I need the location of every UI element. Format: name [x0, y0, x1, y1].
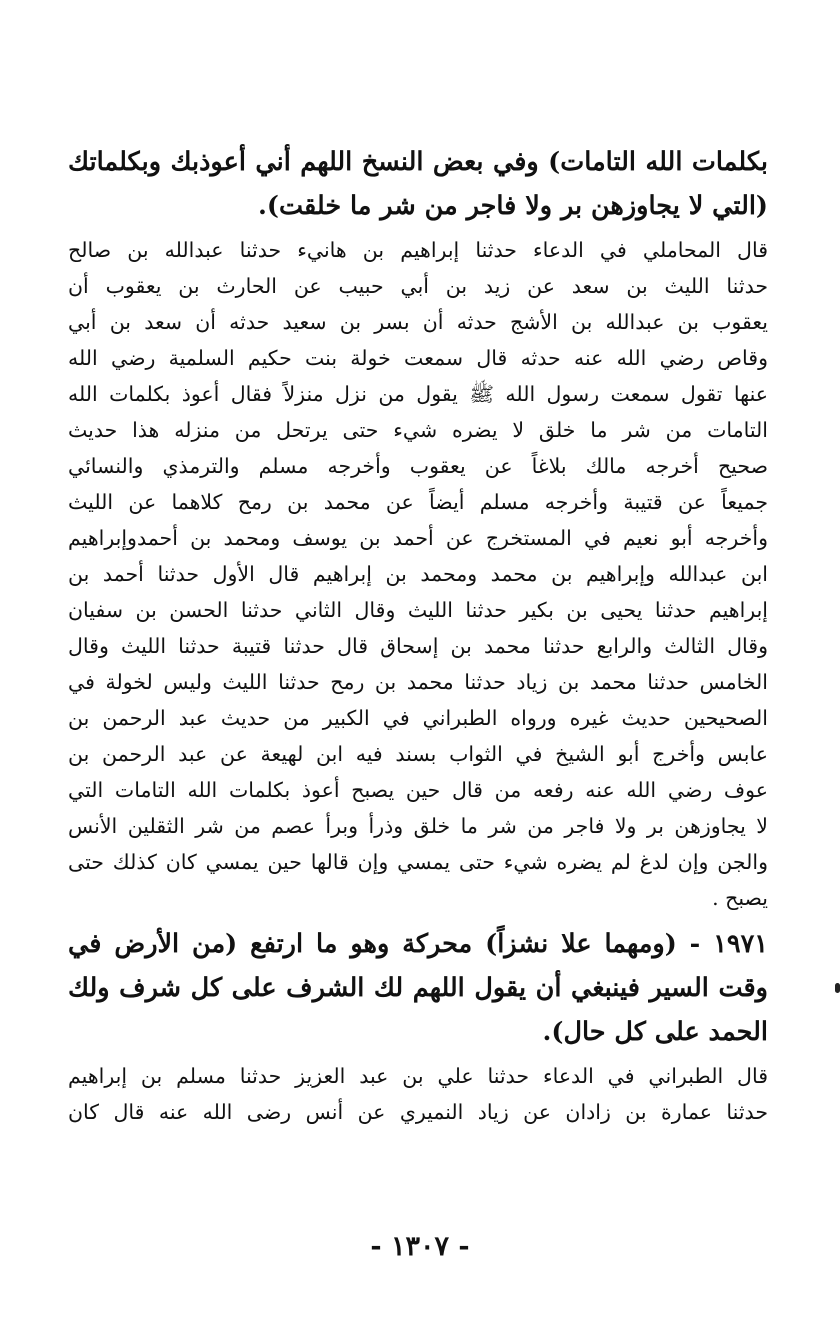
bold-text-line: ١٩٧١ - (ومهما علا نشزاً) محركة وهو ما ارتفع (من الأرض في [68, 929, 768, 959]
body-text-line: قال الطبراني في الدعاء حدثنا علي بن عبد العزيز حدثنا مسلم بن إبراهيم [68, 1064, 768, 1088]
body-text-line: حدثنا الليث بن سعد عن زيد بن أبي حبيب عن الحارث بن يعقوب أن [68, 274, 768, 298]
body-text-line: عوف رضي الله عنه رفعه من قال حين يصبح أعوذ بكلمات الله التامات التي [68, 778, 768, 802]
body-text-line: عنها تقول سمعت رسول الله ﷺ يقول من نزل منزلاً فقال أعوذ بكلمات الله [68, 382, 768, 406]
body-text-line: الصحيحين حديث غيره ورواه الطبراني في الكبير من حديث عبد الرحمن بن [68, 706, 768, 730]
bold-text-line: بكلمات الله التامات) وفي بعض النسخ اللهم أني أعوذبك وبكلماتك [68, 147, 768, 177]
body-text-line: جميعاً عن قتيبة وأخرجه مسلم أيضاً عن محمد بن رمح كلاهما عن الليث [68, 490, 768, 514]
body-text-line: وقال الثالث والرابع حدثنا محمد بن إسحاق قال حدثنا قتيبة حدثنا الليث وقال [68, 634, 768, 658]
body-text-line: يصبح . [712, 886, 768, 910]
body-text-line: الخامس حدثنا محمد بن زياد حدثنا محمد بن رمح حدثنا الليث وليس لخولة في [68, 670, 768, 694]
body-text-line: إبراهيم حدثنا يحيى بن بكير حدثنا الليث وقال الثاني حدثنا الحسن بن سفيان [68, 598, 768, 622]
body-text-line: يعقوب بن عبدالله بن الأشج حدثه أن بسر بن سعيد حدثه أن سعد بن أبي [68, 310, 768, 334]
body-text-line: التامات من شر ما خلق لا يضره شيء حتى يرتحل من منزله هذا حديث [68, 418, 768, 442]
body-text-line: والجن وإن لدغ لم يضره شيء حتى يمسي وإن قالها حين يمسي كان كذلك حتى [68, 850, 768, 874]
margin-mark [835, 983, 840, 993]
body-text-line: ابن عبدالله وإبراهيم بن محمد ومحمد بن إبراهيم قال الأول حدثنا أحمد بن [68, 562, 768, 586]
body-text-line: صحيح أخرجه مالك بلاغاً عن يعقوب وأخرجه مسلم والترمذي والنسائي [68, 454, 768, 478]
bold-text-line: الحمد على كل حال). [542, 1017, 768, 1047]
body-text-line: وأخرجه أبو نعيم في المستخرج عن أحمد بن يوسف ومحمد بن أحمدوإبراهيم [68, 526, 768, 550]
bold-text-line: (التي لا يجاوزهن بر ولا فاجر من شر ما خلقت). [258, 191, 768, 221]
body-text-line: عابس وأخرج أبو الشيخ في الثواب بسند فيه ابن لهيعة عن عبد الرحمن بن [68, 742, 768, 766]
body-text-line: حدثنا عمارة بن زادان عن زياد النميري عن أنس رضى الله عنه قال كان [68, 1100, 768, 1124]
body-text-line: لا يجاوزهن بر ولا فاجر من شر ما خلق وذرأ وبرأ عصم من شر الثقلين الأنس [68, 814, 768, 838]
page-number: - ١٣٠٧ - [370, 1231, 470, 1262]
bold-text-line: وقت السير فينبغي أن يقول اللهم لك الشرف على كل شرف ولك [68, 973, 768, 1003]
body-text-line: قال المحاملي في الدعاء حدثنا إبراهيم بن هانيء حدثنا عبدالله بن صالح [68, 238, 768, 262]
body-text-line: وقاص رضي الله عنه حدثه قال سمعت خولة بنت حكيم السلمية رضي الله [68, 346, 768, 370]
